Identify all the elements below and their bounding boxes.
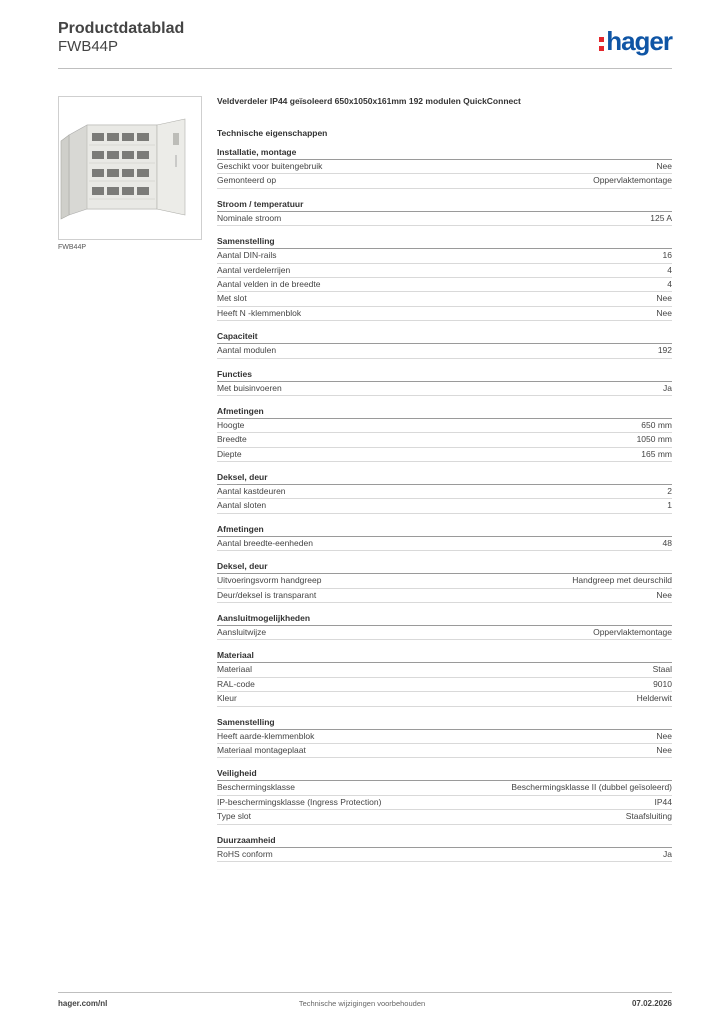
spec-label: Diepte — [217, 448, 242, 459]
spec-row — [217, 796, 672, 810]
spec-group-title: Aansluitmogelijkheden — [217, 612, 672, 626]
spec-group — [217, 330, 672, 358]
spec-group — [217, 523, 672, 551]
spec-row — [217, 499, 672, 513]
spec-label: Uitvoeringsvorm handgreep — [217, 575, 322, 586]
spec-group-title: Deksel, deur — [217, 471, 672, 485]
spec-value: 4 — [667, 278, 672, 289]
spec-row — [217, 419, 672, 433]
spec-group-title: Afmetingen — [217, 405, 672, 419]
spec-label: Heeft N -klemmenblok — [217, 307, 302, 318]
spec-row — [217, 810, 672, 824]
spec-value: Nee — [656, 293, 672, 304]
spec-group-title: Materiaal — [217, 649, 672, 663]
spec-group-title: Samenstelling — [217, 716, 672, 730]
spec-value: 1 — [667, 500, 672, 511]
spec-label: Hoogte — [217, 419, 245, 430]
spec-value: Nee — [656, 589, 672, 600]
spec-group — [217, 405, 672, 462]
spec-group — [217, 716, 672, 759]
spec-value: Staal — [652, 664, 672, 675]
spec-label: Aantal DIN-rails — [217, 250, 277, 261]
footer-date: 07.02.2026 — [631, 999, 672, 1008]
spec-label: Heeft aarde-klemmenblok — [217, 730, 315, 741]
spec-row — [217, 307, 672, 321]
logo-text: hager — [606, 26, 672, 56]
spec-group — [217, 146, 672, 189]
spec-label: Aantal modulen — [217, 345, 277, 356]
spec-group-title: Afmetingen — [217, 523, 672, 537]
spec-label: Beschermingsklasse — [217, 782, 295, 793]
distribution-cabinet-illustration — [59, 97, 201, 239]
spec-row — [217, 663, 672, 677]
image-caption: FWB44P — [58, 244, 87, 251]
spec-row — [217, 574, 672, 588]
spec-value: IP44 — [654, 796, 672, 807]
spec-value: 125 A — [650, 212, 672, 223]
spec-row — [217, 626, 672, 640]
spec-label: Type slot — [217, 811, 252, 822]
spec-group — [217, 834, 672, 862]
spec-label: Aantal sloten — [217, 500, 267, 511]
spec-groups — [217, 146, 672, 862]
spec-row — [217, 292, 672, 306]
spec-row — [217, 848, 672, 862]
spec-label: Aantal breedte-eenheden — [217, 537, 313, 548]
spec-row — [217, 278, 672, 292]
spec-value: Nee — [656, 730, 672, 741]
spec-group-title: Samenstelling — [217, 235, 672, 249]
spec-label: Aantal velden in de breedte — [217, 278, 321, 289]
spec-group-title: Capaciteit — [217, 330, 672, 344]
spec-group — [217, 649, 672, 706]
spec-label: Geschikt voor buitengebruik — [217, 161, 323, 171]
spec-value: Oppervlaktemontage — [593, 175, 672, 186]
product-image — [58, 96, 202, 240]
spec-group-title: Duurzaamheid — [217, 834, 672, 848]
spec-group — [217, 368, 672, 396]
product-description: Veldverdeler IP44 geïsoleerd 650x1050x161mm 192 modulen QuickConnect — [217, 96, 521, 106]
spec-label: Aansluitwijze — [217, 627, 267, 638]
spec-label: Aantal kastdeuren — [217, 486, 286, 497]
spec-row — [217, 249, 672, 263]
spec-value: 650 mm — [641, 419, 672, 430]
spec-value: Beschermingsklasse II (dubbel geïsoleerd) — [511, 782, 672, 793]
spec-row — [217, 433, 672, 447]
footer-disclaimer: Technische wijzigingen voorbehouden — [298, 999, 426, 1008]
spec-row — [217, 744, 672, 758]
spec-group — [217, 560, 672, 603]
spec-value: Nee — [656, 744, 672, 755]
spec-label: Gemonteerd op — [217, 175, 277, 186]
spec-value: Helderwit — [636, 693, 672, 704]
spec-label: Deur/deksel is transparant — [217, 589, 317, 600]
spec-group-title: Installatie, montage — [217, 146, 672, 160]
footer-website-link[interactable]: hager.com/nl — [58, 999, 108, 1008]
spec-group-title: Deksel, deur — [217, 560, 672, 574]
spec-group — [217, 198, 672, 226]
logo-dots-icon — [599, 32, 605, 52]
spec-group-title: Functies — [217, 368, 672, 382]
spec-value: Handgreep met deurschild — [572, 575, 672, 586]
spec-label: Nominale stroom — [217, 212, 282, 223]
spec-label: Aantal verdelerrijen — [217, 264, 291, 275]
spec-label: IP-beschermingsklasse (Ingress Protection) — [217, 796, 382, 807]
spec-row — [217, 448, 672, 462]
spec-value: 192 — [657, 345, 672, 356]
spec-value: Nee — [656, 307, 672, 318]
spec-row — [217, 160, 672, 174]
spec-group — [217, 235, 672, 321]
footer-divider — [58, 992, 672, 993]
spec-group — [217, 471, 672, 514]
section-title: Technische eigenschappen — [217, 128, 328, 138]
spec-label: Materiaal montageplaat — [217, 744, 306, 755]
spec-value: Ja — [663, 848, 672, 859]
spec-value: Nee — [656, 161, 672, 171]
page-title: Productdatablad — [58, 20, 185, 37]
spec-row — [217, 485, 672, 499]
spec-label: RAL-code — [217, 678, 255, 689]
spec-value: 48 — [662, 537, 672, 548]
spec-label: RoHS conform — [217, 848, 273, 859]
spec-value: Oppervlaktemontage — [593, 627, 672, 638]
hager-logo[interactable] — [599, 26, 672, 57]
spec-value: Staafsluiting — [625, 811, 672, 822]
spec-row — [217, 212, 672, 226]
spec-group-title: Stroom / temperatuur — [217, 198, 672, 212]
spec-value: Ja — [663, 382, 672, 393]
spec-group — [217, 767, 672, 824]
spec-label: Met buisinvoeren — [217, 382, 282, 393]
spec-value: 16 — [662, 250, 672, 261]
spec-row — [217, 589, 672, 603]
spec-row — [217, 781, 672, 795]
spec-row — [217, 174, 672, 188]
product-code: FWB44P — [58, 38, 119, 55]
spec-group — [217, 612, 672, 640]
spec-row — [217, 730, 672, 744]
spec-label: Kleur — [217, 693, 237, 704]
spec-label: Met slot — [217, 293, 247, 304]
spec-value: 2 — [667, 486, 672, 497]
spec-row — [217, 344, 672, 358]
spec-row — [217, 264, 672, 278]
spec-value: 165 mm — [641, 448, 672, 459]
spec-value: 4 — [667, 264, 672, 275]
header-divider — [58, 68, 672, 69]
spec-label: Materiaal — [217, 664, 252, 675]
spec-section — [217, 94, 672, 871]
spec-row — [217, 678, 672, 692]
spec-value: 9010 — [653, 678, 672, 689]
spec-row — [217, 382, 672, 396]
spec-row — [217, 692, 672, 706]
spec-group-title: Veiligheid — [217, 767, 672, 781]
spec-value: 1050 mm — [636, 434, 672, 445]
spec-label: Breedte — [217, 434, 247, 445]
spec-row — [217, 537, 672, 551]
